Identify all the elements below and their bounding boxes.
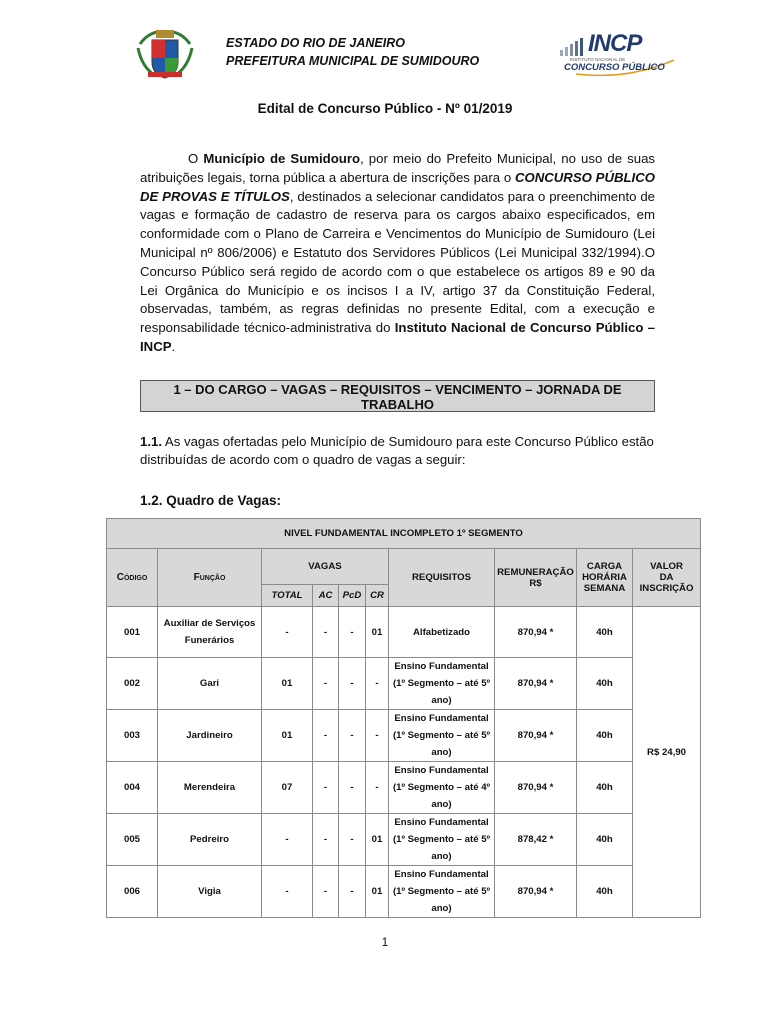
column-header-carga-line2: HORÁRIA [582, 572, 627, 583]
cell-requisitos-line3: ano) [431, 747, 452, 758]
cell-codigo: 004 [107, 762, 158, 814]
column-header-remuneracao-line1: REMUNERAÇÃO [497, 566, 574, 578]
table-row [107, 658, 701, 710]
cell-carga: 40h [577, 658, 633, 710]
cell-carga: 40h [577, 607, 633, 658]
cell-requisitos-line2: (1º Segmento – até 5º [392, 886, 491, 897]
column-header-cr: CR [366, 585, 389, 607]
cell-carga: 40h [577, 710, 633, 762]
cell-remuneracao: 878,42 * [495, 814, 577, 866]
intro-contest-type: CONCURSO PÚBLICO DE PROVAS E TÍTULOS [140, 169, 655, 204]
cell-remuneracao: 870,94 * [495, 658, 577, 710]
column-header-codigo: Código [107, 549, 158, 607]
table-row [107, 607, 701, 658]
cell-ac: - [313, 866, 339, 918]
cell-requisitos-line3: ano) [431, 851, 452, 862]
cell-codigo: 001 [107, 607, 158, 658]
page-number: 1 [381, 935, 389, 949]
cell-requisitos-line1: Ensino Fundamental [394, 869, 489, 880]
cell-ac: - [313, 607, 339, 658]
cell-requisitos [389, 814, 495, 866]
cell-funcao: Merendeira [158, 762, 262, 814]
cell-funcao: Auxiliar de Serviços Funerários [158, 607, 262, 658]
cell-funcao: Gari [158, 658, 262, 710]
intro-municipality: Município de Sumidouro [203, 151, 361, 166]
cell-remuneracao: 870,94 * [495, 710, 577, 762]
cell-total: 01 [262, 710, 313, 762]
cell-requisitos-line3: ano) [431, 903, 452, 914]
vacancy-table [106, 518, 701, 918]
cell-requisitos-line3: ano) [431, 695, 452, 706]
cell-remuneracao: 870,94 * [495, 866, 577, 918]
cell-cr: - [366, 658, 389, 710]
cell-requisitos-line2: (1º Segmento – até 5º [392, 834, 491, 845]
cell-codigo: 002 [107, 658, 158, 710]
table-group-heading: NIVEL FUNDAMENTAL INCOMPLETO 1º SEGMENTO [107, 519, 701, 549]
cell-cr: - [366, 762, 389, 814]
column-header-vagas: VAGAS [262, 549, 389, 585]
cell-pcd: - [339, 814, 366, 866]
cell-pcd: - [339, 710, 366, 762]
table-row [107, 762, 701, 814]
column-header-requisitos: REQUISITOS [389, 549, 495, 607]
column-header-remuneracao-line2: R$ [529, 577, 542, 589]
cell-ac: - [313, 762, 339, 814]
intro-text-2: , por meio do Prefeito Municipal, no uso de suas atribuições legais, torna pública a abertura de inscrições para o [140, 151, 655, 185]
cell-pcd: - [339, 658, 366, 710]
cell-total: - [262, 814, 313, 866]
cell-requisitos-line1: Ensino Fundamental [394, 661, 489, 672]
cell-cr: 01 [366, 866, 389, 918]
page-title: Edital de Concurso Público - Nº 01/2019 [257, 101, 513, 116]
paragraph-1-1-number: 1.1. [140, 434, 162, 449]
cell-funcao: Vigia [158, 866, 262, 918]
cell-cr: - [366, 710, 389, 762]
incp-logo-tagline: CONCURSO PÚBLICO [564, 62, 665, 73]
column-header-carga-line3: SEMANA [583, 583, 626, 594]
cell-ac: - [313, 710, 339, 762]
cell-pcd: - [339, 866, 366, 918]
cell-carga: 40h [577, 814, 633, 866]
cell-carga: 40h [577, 762, 633, 814]
cell-ac: - [313, 658, 339, 710]
cell-requisitos-line1: Ensino Fundamental [394, 713, 489, 724]
intro-text-4: . [171, 338, 176, 354]
cell-requisitos-line2: (1º Segmento – até 4º [392, 782, 491, 793]
column-header-ac: AC [313, 585, 339, 607]
paragraph-1-1 [140, 433, 655, 469]
column-header-valor-line3: INSCRIÇÃO [639, 583, 694, 594]
cell-pcd: - [339, 762, 366, 814]
cell-ac: - [313, 814, 339, 866]
cell-total: - [262, 866, 313, 918]
paragraph-1-1-text: As vagas ofertadas pelo Município de Sumidouro para este Concurso Público estão distribuídas de acordo com o quadro de vagas a seguir: [140, 434, 654, 467]
intro-text-3: , destinados a selecionar candidatos para o preenchimento de vagas e formação de cadastro de reserva para os cargos abaixo especificados, em conformidade com o Plano de Carreira e Vencimentos do Município de Sumidouro (Lei Municipal nº 806/2006) e Estatuto dos Servidores Públicos (Lei Municipal 332/1994).O Concurso Público será regido de acordo com o que estabelece os artigos 89 e 90 da Lei Orgânica do Município e os incisos I a IV, artigo 37 da Constituição Federal, observadas, também, as regras definidas no presente Edital, com a execução e responsabilidade técnico-administrativa do [140, 188, 655, 336]
cell-pcd: - [339, 607, 366, 658]
cell-cr: 01 [366, 814, 389, 866]
cell-remuneracao: 870,94 * [495, 607, 577, 658]
column-header-funcao: Função [158, 549, 262, 607]
cell-requisitos-line2: (1º Segmento – até 5º [392, 678, 491, 689]
cell-cr: 01 [366, 607, 389, 658]
column-header-pcd: PcD [339, 585, 366, 607]
cell-total: 01 [262, 658, 313, 710]
cell-carga: 40h [577, 866, 633, 918]
table-row [107, 866, 701, 918]
cell-requisitos: Alfabetizado [389, 607, 495, 658]
cell-funcao: Jardineiro [158, 710, 262, 762]
section-heading-1: 1 – DO CARGO – VAGAS – REQUISITOS – VENCIMENTO – JORNADA DE TRABALHO [140, 380, 655, 412]
incp-logo-subtitle: INSTITUTO NACIONAL DE [570, 57, 626, 62]
municipal-coat-of-arms-icon [136, 28, 194, 80]
intro-paragraph [140, 150, 655, 357]
column-header-valor-line2: DA [659, 572, 674, 583]
cell-codigo: 006 [107, 866, 158, 918]
cell-requisitos [389, 658, 495, 710]
cell-valor-inscricao: R$ 24,90 [633, 607, 701, 918]
cell-total: 07 [262, 762, 313, 814]
header-state-name: ESTADO DO RIO DE JANEIRO [226, 36, 405, 50]
header-municipality-name: PREFEITURA MUNICIPAL DE SUMIDOURO [226, 54, 480, 68]
paragraph-1-2-heading: 1.2. Quadro de Vagas: [140, 493, 282, 508]
cell-total: - [262, 607, 313, 658]
column-header-valor [633, 549, 701, 607]
cell-funcao: Pedreiro [158, 814, 262, 866]
table-row [107, 814, 701, 866]
cell-codigo: 005 [107, 814, 158, 866]
page-header [0, 0, 770, 90]
cell-requisitos-line2: (1º Segmento – até 5º [392, 730, 491, 741]
column-header-total: TOTAL [262, 585, 313, 607]
cell-codigo: 003 [107, 710, 158, 762]
column-header-carga [577, 549, 633, 607]
incp-logo-brand: INCP [588, 30, 642, 57]
cell-requisitos [389, 710, 495, 762]
column-header-remuneracao [495, 549, 577, 607]
cell-remuneracao: 870,94 * [495, 762, 577, 814]
cell-requisitos [389, 762, 495, 814]
cell-requisitos-line1: Ensino Fundamental [394, 817, 489, 828]
cell-requisitos [389, 866, 495, 918]
incp-logo [558, 30, 678, 80]
column-header-carga-line1: CARGA [586, 561, 623, 572]
table-row [107, 710, 701, 762]
intro-text-1: O [188, 151, 204, 166]
column-header-valor-line1: VALOR [650, 561, 683, 572]
cell-requisitos-line3: ano) [431, 799, 452, 810]
intro-institute: Instituto Nacional de Concurso Público – INCP [140, 320, 655, 354]
cell-requisitos-line1: Ensino Fundamental [394, 765, 489, 776]
